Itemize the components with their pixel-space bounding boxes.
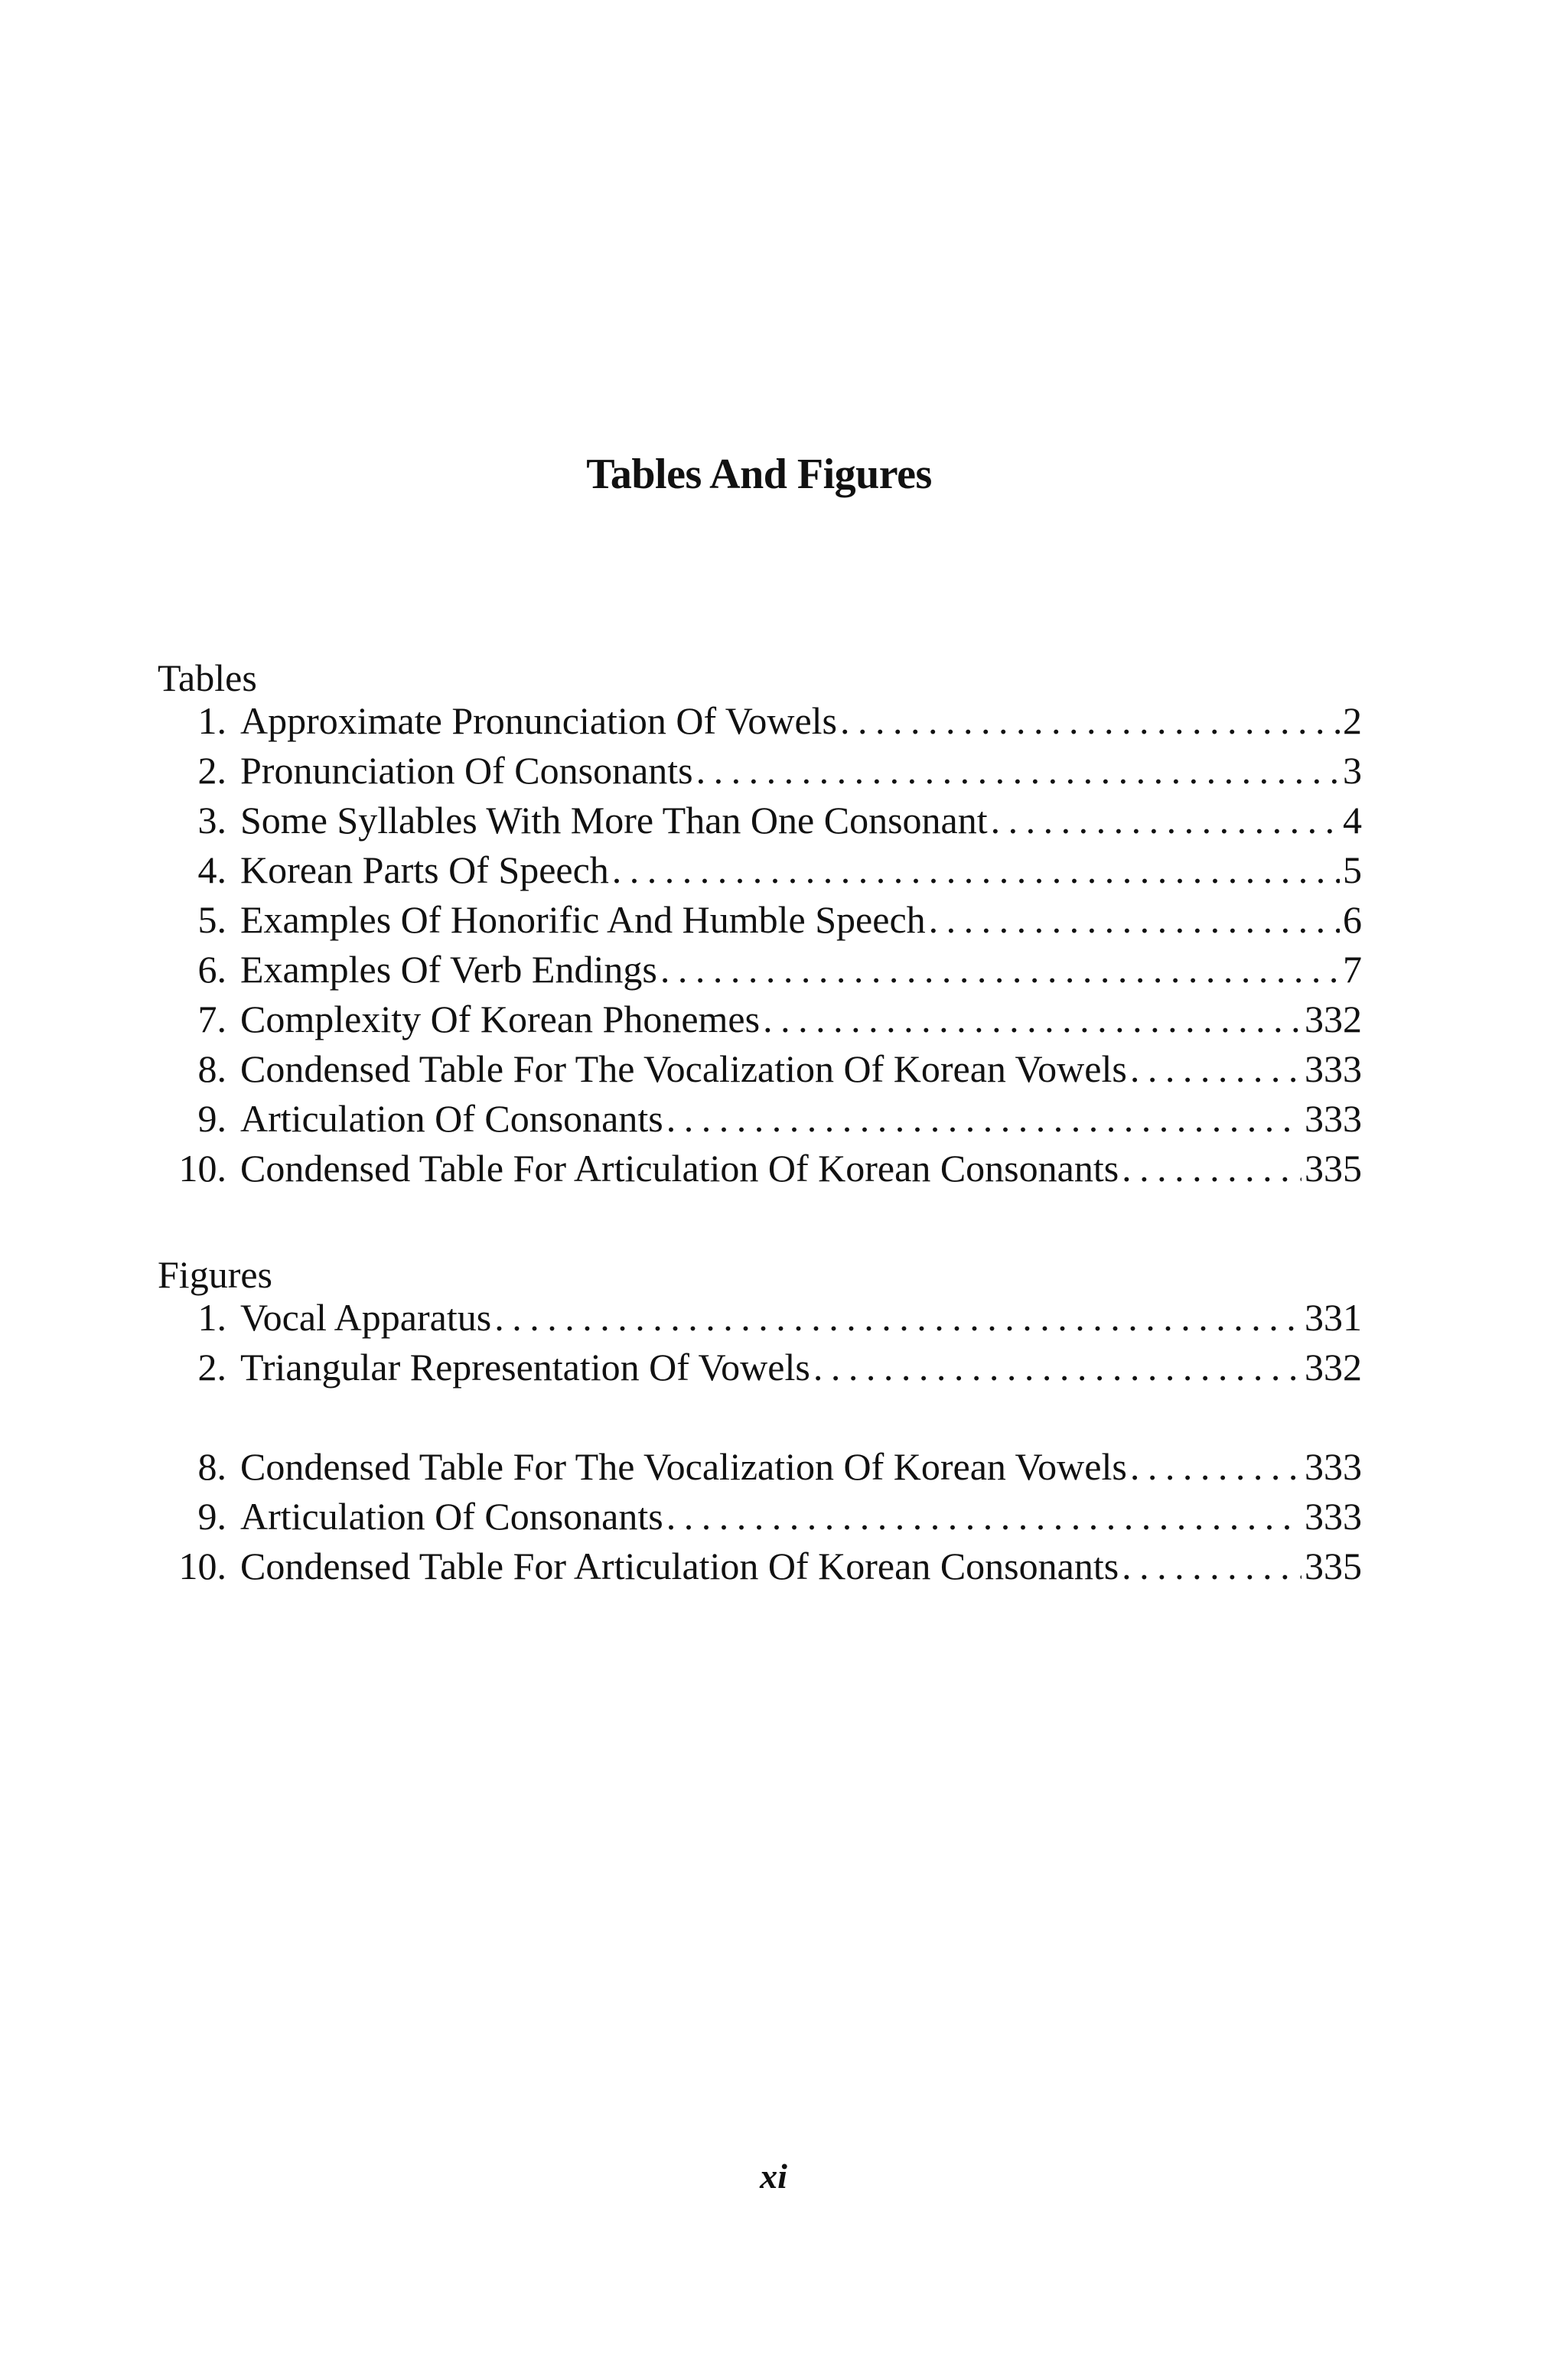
entry-number: 2.	[197, 1346, 226, 1389]
entry-title: Condensed Table For Articulation Of Korean Consonants	[240, 1545, 1119, 1587]
entry-page: 331	[1305, 1296, 1362, 1339]
entry-number: 10.	[178, 1545, 226, 1587]
toc-entry	[158, 1044, 1362, 1094]
dot-leader	[666, 1094, 1301, 1144]
figures-heading: Figures	[158, 1253, 272, 1296]
entry-number: 5.	[197, 898, 226, 941]
entry-page: 2	[1343, 699, 1362, 742]
dot-leader	[1122, 1144, 1301, 1193]
dot-leader	[991, 796, 1340, 845]
entry-page: 6	[1343, 898, 1362, 941]
toc-entry	[158, 1343, 1362, 1392]
entry-page: 332	[1305, 1346, 1362, 1389]
toc-entry	[158, 895, 1362, 945]
toc-entry	[158, 746, 1362, 796]
entry-page: 5	[1343, 848, 1362, 891]
toc-entry	[158, 796, 1362, 845]
dot-leader	[696, 746, 1340, 796]
dot-leader	[840, 696, 1340, 746]
entry-title: Vocal Apparatus	[240, 1296, 492, 1339]
dot-leader	[612, 845, 1340, 895]
dot-leader	[1130, 1442, 1301, 1492]
entry-title: Pronunciation Of Consonants	[240, 749, 693, 792]
entry-number: 7.	[197, 998, 226, 1040]
dot-leader	[666, 1492, 1301, 1542]
page-number: xi	[760, 2157, 787, 2196]
entry-page: 7	[1343, 948, 1362, 991]
entry-title: Articulation Of Consonants	[240, 1097, 663, 1140]
entry-title: Triangular Representation Of Vowels	[240, 1346, 810, 1389]
dot-leader	[763, 995, 1301, 1044]
entry-number: 1.	[197, 699, 226, 742]
dot-leader	[1130, 1044, 1301, 1094]
entry-title: Condensed Table For The Vocalization Of Korean Vowels	[240, 1047, 1127, 1090]
toc-entry	[158, 995, 1362, 1044]
entry-page: 4	[1343, 799, 1362, 842]
page-title: Tables And Figures	[586, 451, 932, 498]
entry-page: 335	[1305, 1545, 1362, 1587]
dot-leader	[1122, 1542, 1301, 1591]
entry-page: 333	[1305, 1495, 1362, 1538]
dot-leader	[660, 945, 1340, 995]
entry-page: 335	[1305, 1147, 1362, 1190]
figures-list	[158, 1293, 1362, 1392]
entry-title: Complexity Of Korean Phonemes	[240, 998, 761, 1040]
toc-entry	[158, 945, 1362, 995]
entry-title: Condensed Table For Articulation Of Korean Consonants	[240, 1147, 1119, 1190]
toc-entry	[158, 1094, 1362, 1144]
dot-leader	[813, 1343, 1301, 1392]
entry-number: 4.	[197, 848, 226, 891]
toc-entry	[158, 696, 1362, 746]
entry-number: 9.	[197, 1495, 226, 1538]
entry-page: 332	[1305, 998, 1362, 1040]
entry-title: Examples Of Honorific And Humble Speech	[240, 898, 926, 941]
toc-entry	[158, 1542, 1362, 1591]
entry-page: 333	[1305, 1445, 1362, 1488]
dot-leader	[929, 895, 1340, 945]
entry-title: Approximate Pronunciation Of Vowels	[240, 699, 838, 742]
toc-entry	[158, 1492, 1362, 1542]
entry-page: 3	[1343, 749, 1362, 792]
tables-heading: Tables	[158, 656, 257, 699]
toc-entry	[158, 1144, 1362, 1193]
entry-number: 8.	[197, 1445, 226, 1488]
entry-page: 333	[1305, 1097, 1362, 1140]
entry-title: Some Syllables With More Than One Consonant	[240, 799, 988, 842]
entry-page: 333	[1305, 1047, 1362, 1090]
entry-number: 2.	[197, 749, 226, 792]
dot-leader	[494, 1293, 1301, 1343]
toc-entry	[158, 1442, 1362, 1492]
entry-number: 1.	[197, 1296, 226, 1339]
entry-title: Korean Parts Of Speech	[240, 848, 609, 891]
toc-entry	[158, 845, 1362, 895]
entry-number: 10.	[178, 1147, 226, 1190]
entry-title: Examples Of Verb Endings	[240, 948, 657, 991]
entry-number: 8.	[197, 1047, 226, 1090]
entry-title: Articulation Of Consonants	[240, 1495, 663, 1538]
tables-list	[158, 696, 1362, 1193]
entry-number: 6.	[197, 948, 226, 991]
entry-title: Condensed Table For The Vocalization Of Korean Vowels	[240, 1445, 1127, 1488]
entry-number: 3.	[197, 799, 226, 842]
entry-number: 9.	[197, 1097, 226, 1140]
toc-entry	[158, 1293, 1362, 1343]
extra-list	[158, 1442, 1362, 1591]
